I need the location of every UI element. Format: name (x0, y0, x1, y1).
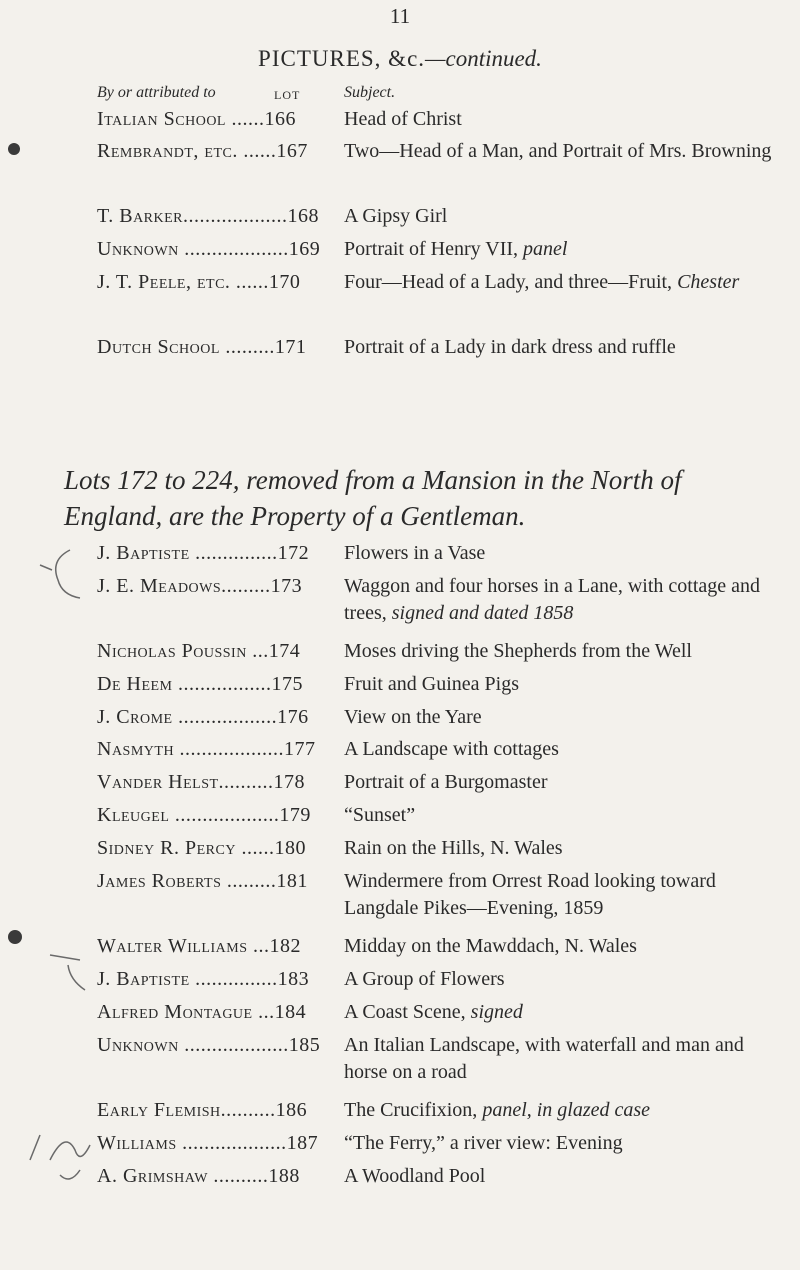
entry-subject: Moses driving the Shepherds from the Well (344, 640, 692, 662)
page-number: 11 (389, 4, 411, 28)
entry-subject: Head of Christ (344, 108, 462, 130)
entry-subject: “Sunset” (344, 804, 416, 826)
entry-artist: Italian School ......166 (97, 108, 296, 130)
entry-subject-text: A Coast Scene, (344, 1001, 471, 1023)
entry-subject: Fruit and Guinea Pigs (344, 673, 519, 695)
entry-artist: Alfred Montague ...184 (97, 1001, 307, 1023)
entry-artist: Unknown ...................185 (97, 1034, 321, 1056)
entry-subject-text: Portrait of Henry VII, (344, 238, 524, 260)
column-heading-lot: LOT (274, 88, 301, 102)
entry-artist: J. Crome ..................176 (97, 706, 309, 728)
entry-subject: Midday on the Mawddach, N. Wales (344, 935, 637, 957)
lots-heading: Lots 172 to 224, removed from a Mansion in the North of England, are the Property of a Gentleman. (64, 465, 682, 531)
entry-artist: T. Barker...................168 (97, 205, 320, 227)
entry-subject: A Gipsy Girl (344, 205, 448, 227)
entry-subject (344, 236, 784, 263)
entry-subject (344, 1097, 784, 1124)
entry-artist: Sidney R. Percy ......180 (97, 837, 306, 859)
pencil-annotation (20, 1120, 100, 1190)
entry-artist: Nicholas Poussin ...174 (97, 640, 301, 662)
entry-artist: Kleugel ...................179 (97, 804, 311, 826)
entry-artist: J. E. Meadows.........173 (97, 575, 303, 597)
entry-artist: James Roberts .........181 (97, 870, 308, 892)
entry-subject: A Group of Flowers (344, 968, 505, 990)
entry-subject: Portrait of a Lady in dark dress and ruffle (344, 336, 676, 358)
section-heading (0, 46, 800, 72)
entry-subject: A Woodland Pool (344, 1165, 486, 1187)
heading-continued: —continued. (425, 46, 542, 71)
entry-artist: Early Flemish..........186 (97, 1099, 308, 1121)
entry-subject: A Landscape with cottages (344, 738, 559, 760)
entry-subject (344, 573, 784, 627)
pencil-annotation (30, 540, 100, 610)
entry-subject-note: panel (523, 238, 568, 260)
entry-subject-note: Chester (677, 271, 740, 293)
entry-subject-note: panel, in glazed case (482, 1099, 651, 1121)
entry-artist: Williams ...................187 (97, 1132, 319, 1154)
pencil-annotation (30, 950, 100, 1010)
entry-subject (344, 269, 784, 296)
entry-subject: Rain on the Hills, N. Wales (344, 837, 563, 859)
entry-subject-note: signed and dated 1858 (391, 602, 574, 624)
entry-artist: De Heem .................175 (97, 673, 303, 695)
entry-subject-text: The Crucifixion, (344, 1099, 483, 1121)
entry-artist: Nasmyth ...................177 (97, 738, 316, 760)
heading-title: PICTURES, &c. (258, 46, 426, 71)
entry-artist: J. Baptiste ...............183 (97, 968, 310, 990)
punch-hole-mark (8, 143, 20, 155)
entry-artist: Unknown ...................169 (97, 238, 321, 260)
entry-artist: A. Grimshaw ..........188 (97, 1165, 300, 1187)
column-heading-by: By or attributed to (97, 84, 216, 101)
entry-subject-text: Four—Head of a Lady, and three—Fruit, (344, 271, 678, 293)
punch-hole-mark (8, 930, 22, 944)
entry-subject (344, 999, 784, 1026)
entry-artist: Rembrandt, etc. ......167 (97, 140, 308, 162)
column-heading-subject: Subject. (344, 84, 396, 101)
entry-subject-note: signed (470, 1001, 523, 1023)
entry-subject: Two—Head of a Man, and Portrait of Mrs. Browning (344, 140, 772, 162)
entry-artist: Vander Helst..........178 (97, 771, 306, 793)
entry-subject: Portrait of a Burgomaster (344, 771, 548, 793)
entry-artist: J. T. Peele, etc. ......170 (97, 271, 301, 293)
entry-subject: View on the Yare (344, 706, 482, 728)
entry-subject: An Italian Landscape, with waterfall and man and horse on a road (344, 1034, 744, 1083)
entry-subject: “The Ferry,” a river view: Evening (344, 1132, 623, 1154)
entry-subject: Flowers in a Vase (344, 542, 486, 564)
entry-artist: J. Baptiste ...............172 (97, 542, 310, 564)
entry-subject: Windermere from Orrest Road looking toward Langdale Pikes—Evening, 1859 (344, 870, 716, 919)
entry-artist: Dutch School .........171 (97, 336, 307, 358)
entry-subject-text: Waggon and four horses in a Lane, with cottage and trees, (344, 575, 761, 624)
entry-artist: Walter Williams ...182 (97, 935, 301, 957)
